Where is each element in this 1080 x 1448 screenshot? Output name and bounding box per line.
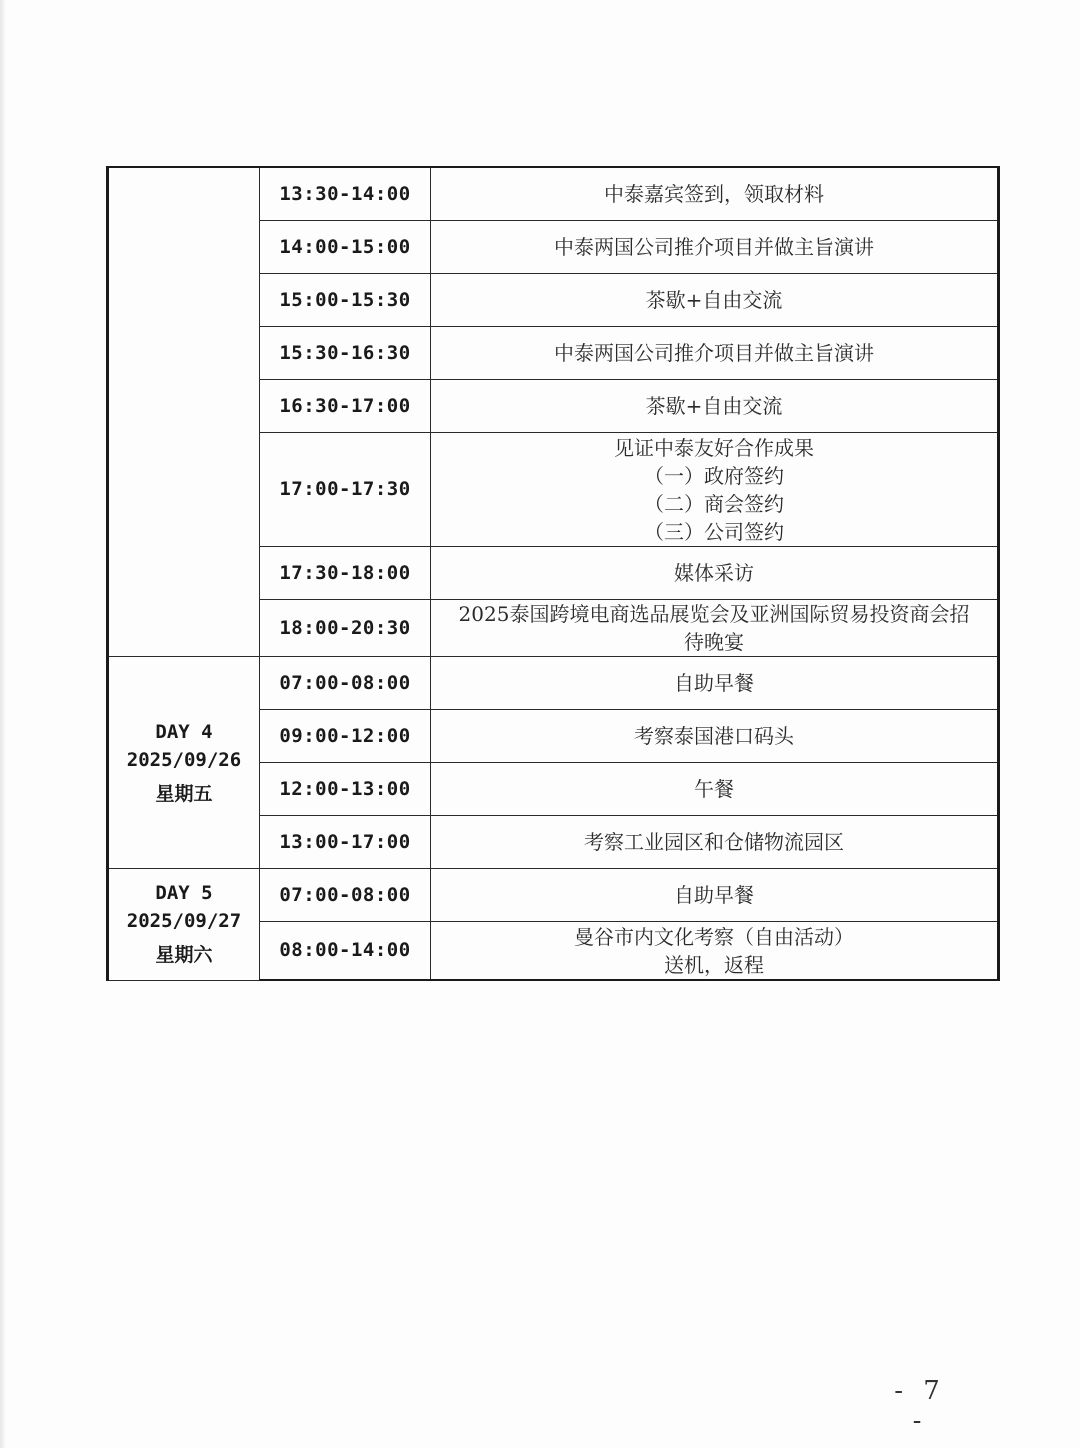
activity-cell: 2025泰国跨境电商选品展览会及亚洲国际贸易投资商会招 待晚宴 [431,600,999,657]
activity-cell: 考察工业园区和仓储物流园区 [431,816,999,869]
time-cell: 09:00-12:00 [260,710,431,763]
activity-cell: 见证中泰友好合作成果 （一）政府签约 （二）商会签约 （三）公司签约 [431,433,999,547]
day-label: DAY 4 [155,720,213,743]
time-cell: 08:00-14:00 [260,922,431,981]
activity-cell: 媒体采访 [431,547,999,600]
activity-cell: 中泰嘉宾签到，领取材料 [431,167,999,221]
time-cell: 13:30-14:00 [260,167,431,221]
day-date: 2025/09/26 [126,748,242,771]
activity-cell: 自助早餐 [431,657,999,710]
activity-cell: 曼谷市内文化考察（自由活动） 送机，返程 [431,922,999,981]
day-label: DAY 5 [155,882,213,905]
activity-cell: 考察泰国港口码头 [431,710,999,763]
day-cell-day4 [108,657,260,869]
day-date: 2025/09/27 [126,910,242,933]
time-cell: 16:30-17:00 [260,380,431,433]
time-cell: 12:00-13:00 [260,763,431,816]
time-cell: 07:00-08:00 [260,657,431,710]
activity-cell: 中泰两国公司推介项目并做主旨演讲 [431,327,999,380]
activity-cell: 茶歇+自由交流 [431,274,999,327]
page-number: - 7 - [894,1376,946,1436]
activity-cell: 中泰两国公司推介项目并做主旨演讲 [431,221,999,274]
time-cell: 07:00-08:00 [260,869,431,922]
time-cell: 18:00-20:30 [260,600,431,657]
day-cell-continued [108,167,260,657]
time-cell: 15:30-16:30 [260,327,431,380]
activity-cell: 午餐 [431,763,999,816]
table-row [108,167,999,221]
itinerary-table [106,166,1000,981]
time-cell: 14:00-15:00 [260,221,431,274]
table-row [108,869,999,922]
day-cell-day5 [108,869,260,981]
time-cell: 17:30-18:00 [260,547,431,600]
day-weekday: 星期六 [155,944,213,967]
activity-cell: 茶歇+自由交流 [431,380,999,433]
time-cell: 13:00-17:00 [260,816,431,869]
activity-cell: 自助早餐 [431,869,999,922]
time-cell: 17:00-17:30 [260,433,431,547]
scan-edge-shadow [0,0,6,1448]
day-weekday: 星期五 [155,782,213,805]
table-row [108,657,999,710]
time-cell: 15:00-15:30 [260,274,431,327]
